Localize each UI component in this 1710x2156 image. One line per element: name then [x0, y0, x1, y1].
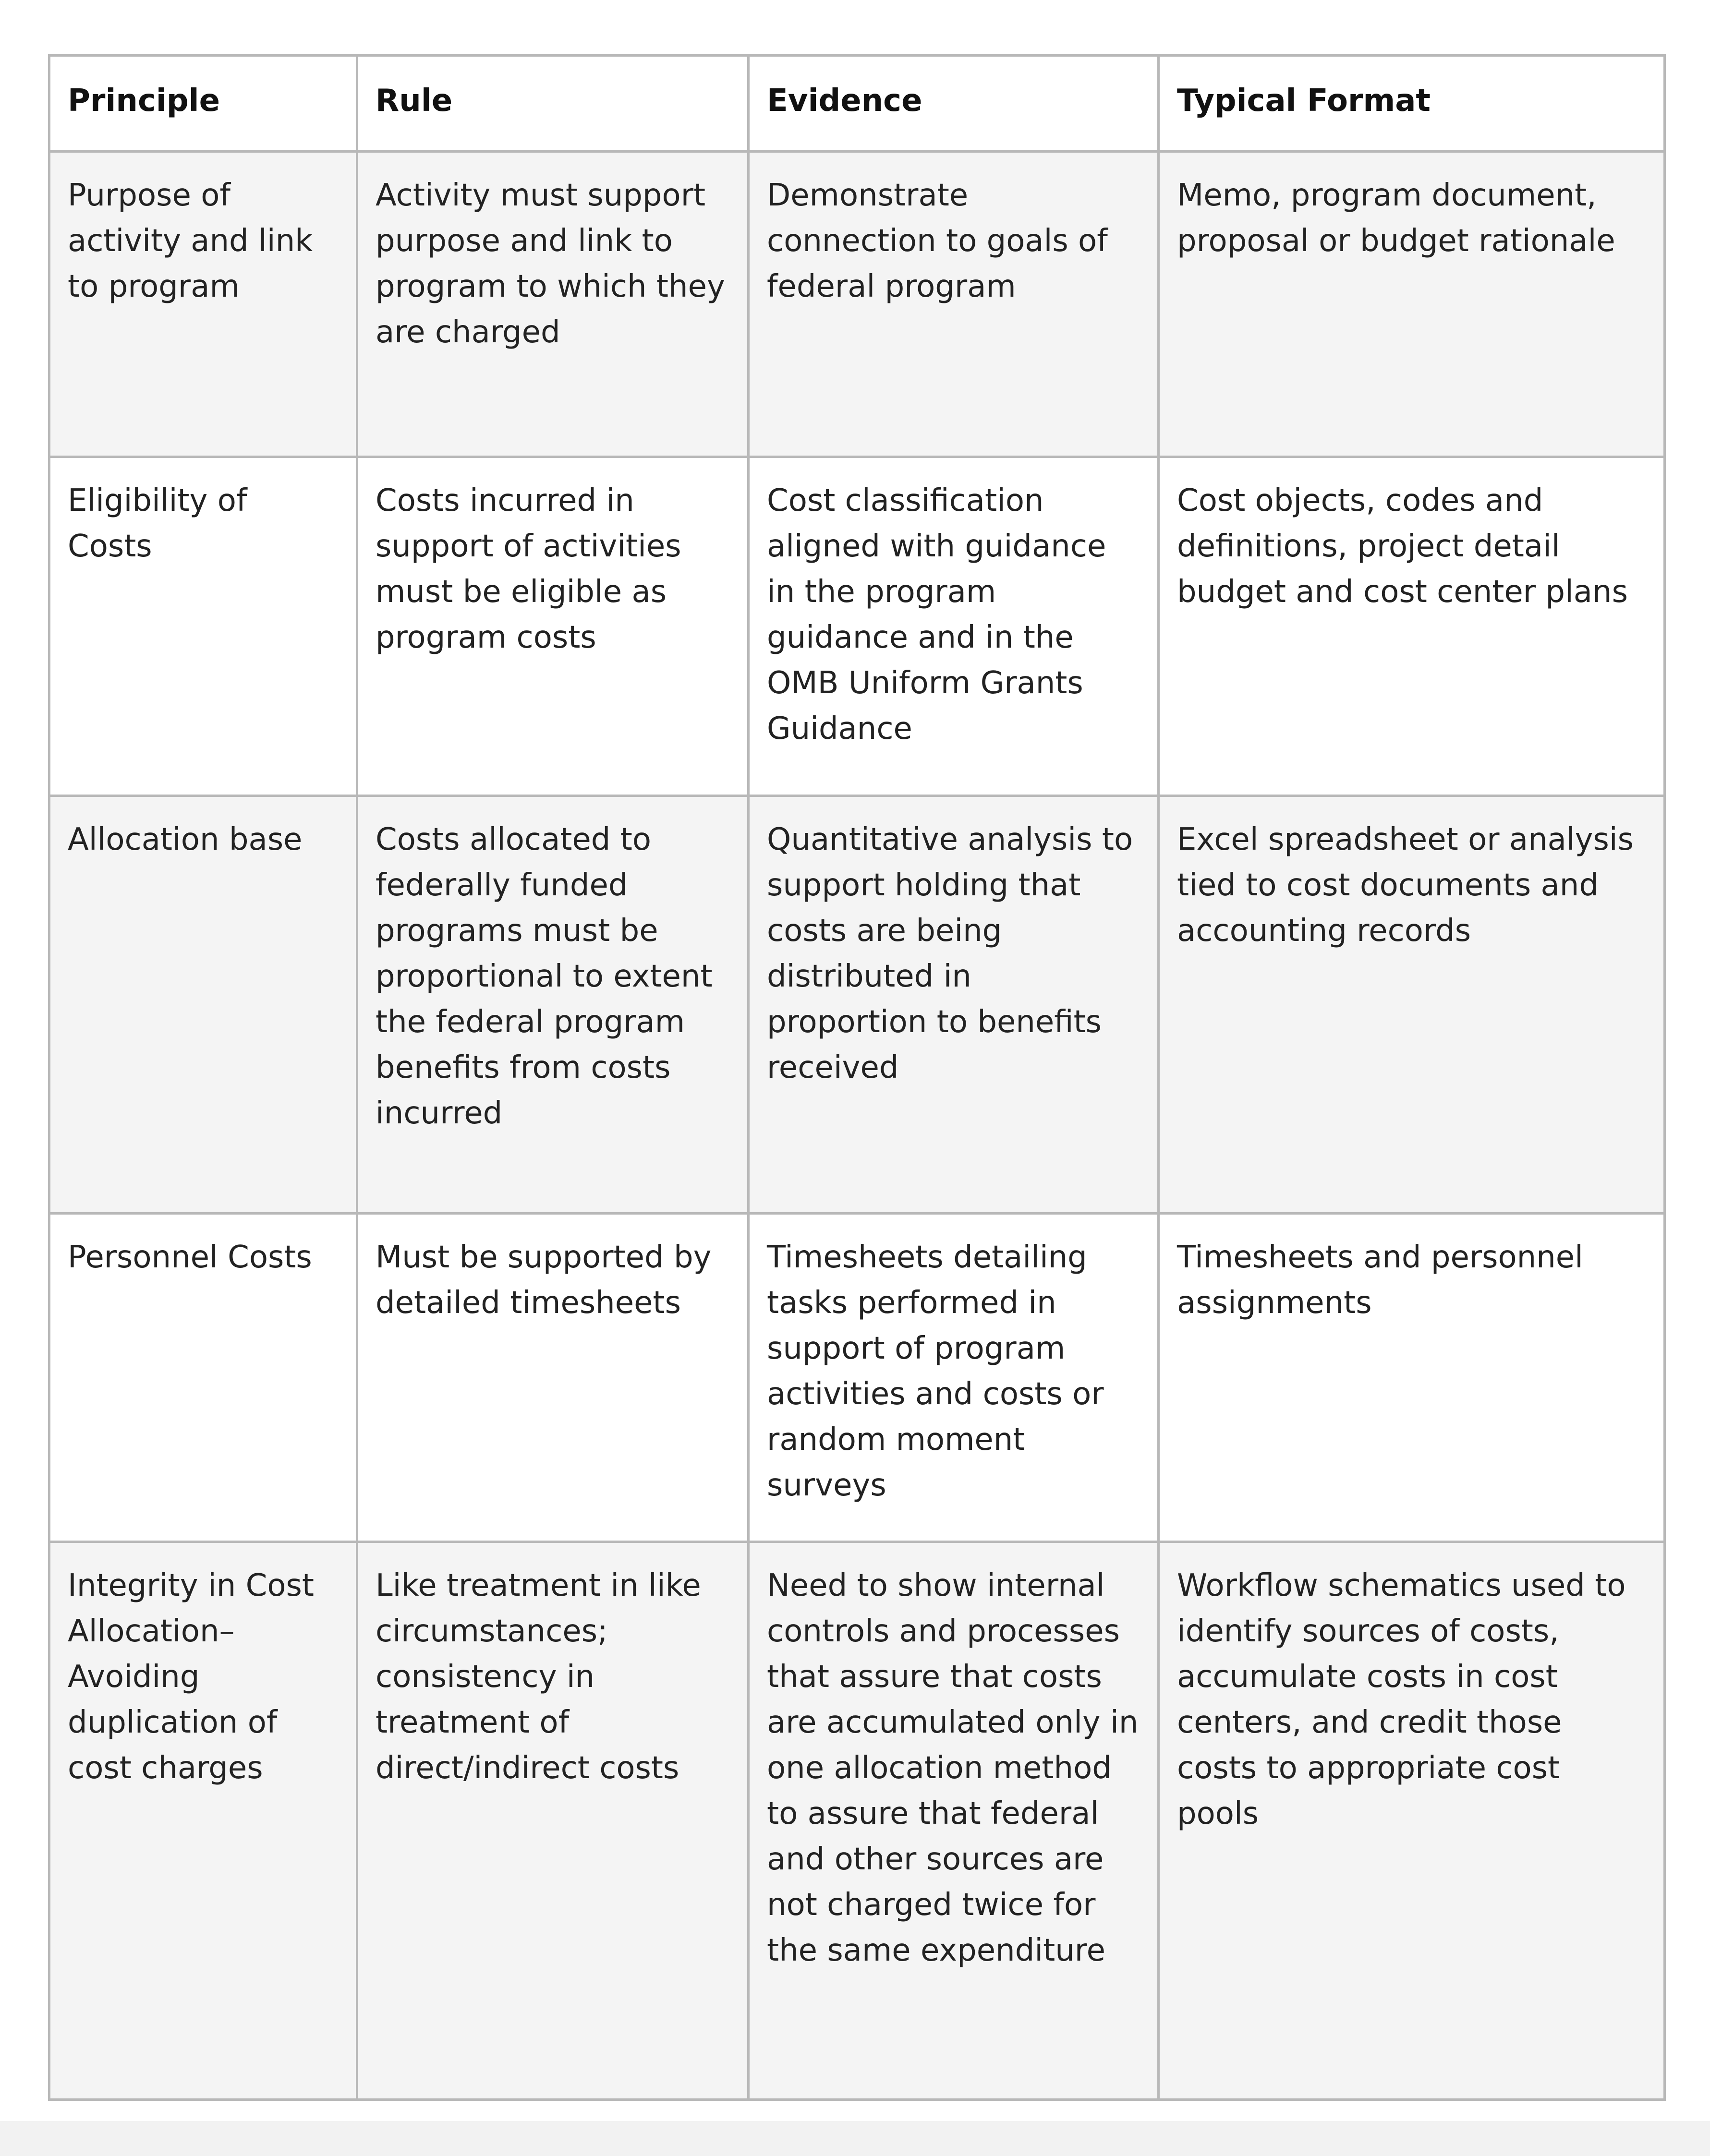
cell-evidence: Demonstrate connection to goals of federal program: [749, 152, 1159, 457]
header-typical-format: Typical Format: [1159, 56, 1665, 152]
page-bottom-margin: [0, 2121, 1710, 2156]
cell-typical-format: Cost objects, codes and definitions, project detail budget and cost center plans: [1159, 457, 1665, 796]
cell-rule: Costs allocated to federally funded programs must be proportional to extent the federal program benefits from costs incurred: [357, 796, 749, 1214]
header-rule: Rule: [357, 56, 749, 152]
table-row: [49, 796, 1665, 1214]
cell-evidence: Cost classification aligned with guidance in the program guidance and in the OMB Uniform Grants Guidance: [749, 457, 1159, 796]
cell-rule: Activity must support purpose and link to program to which they are charged: [357, 152, 749, 457]
cell-principle: Personnel Costs: [49, 1214, 357, 1542]
table-row: [49, 1214, 1665, 1542]
cost-allocation-table: [48, 54, 1666, 2101]
table-row: [49, 457, 1665, 796]
cell-principle: Integrity in Cost Allocation–Avoiding duplication of cost charges: [49, 1542, 357, 2100]
header-evidence: Evidence: [749, 56, 1159, 152]
table-row: [49, 152, 1665, 457]
cell-evidence: Quantitative analysis to support holding that costs are being distributed in proportion to benefits received: [749, 796, 1159, 1214]
cell-evidence: Need to show internal controls and processes that assure that costs are accumulated only in one allocation method to assure that federal and other sources are not charged twice for the same expenditure: [749, 1542, 1159, 2100]
table-row: [49, 1542, 1665, 2100]
cell-principle: Purpose of activity and link to program: [49, 152, 357, 457]
cell-principle: Allocation base: [49, 796, 357, 1214]
cell-typical-format: Memo, program document, proposal or budget rationale: [1159, 152, 1665, 457]
header-principle: Principle: [49, 56, 357, 152]
table-header-row: [49, 56, 1665, 152]
cell-typical-format: Timesheets and personnel assignments: [1159, 1214, 1665, 1542]
cell-rule: Must be supported by detailed timesheets: [357, 1214, 749, 1542]
cell-rule: Costs incurred in support of activities must be eligible as program costs: [357, 457, 749, 796]
cell-typical-format: Workflow schematics used to identify sources of costs, accumulate costs in cost centers, and credit those costs to appropriate cost pools: [1159, 1542, 1665, 2100]
cell-evidence: Timesheets detailing tasks performed in support of program activities and costs or random moment surveys: [749, 1214, 1159, 1542]
cell-typical-format: Excel spreadsheet or analysis tied to cost documents and accounting records: [1159, 796, 1665, 1214]
cell-principle: Eligibility of Costs: [49, 457, 357, 796]
cell-rule: Like treatment in like circumstances; consistency in treatment of direct/indirect costs: [357, 1542, 749, 2100]
